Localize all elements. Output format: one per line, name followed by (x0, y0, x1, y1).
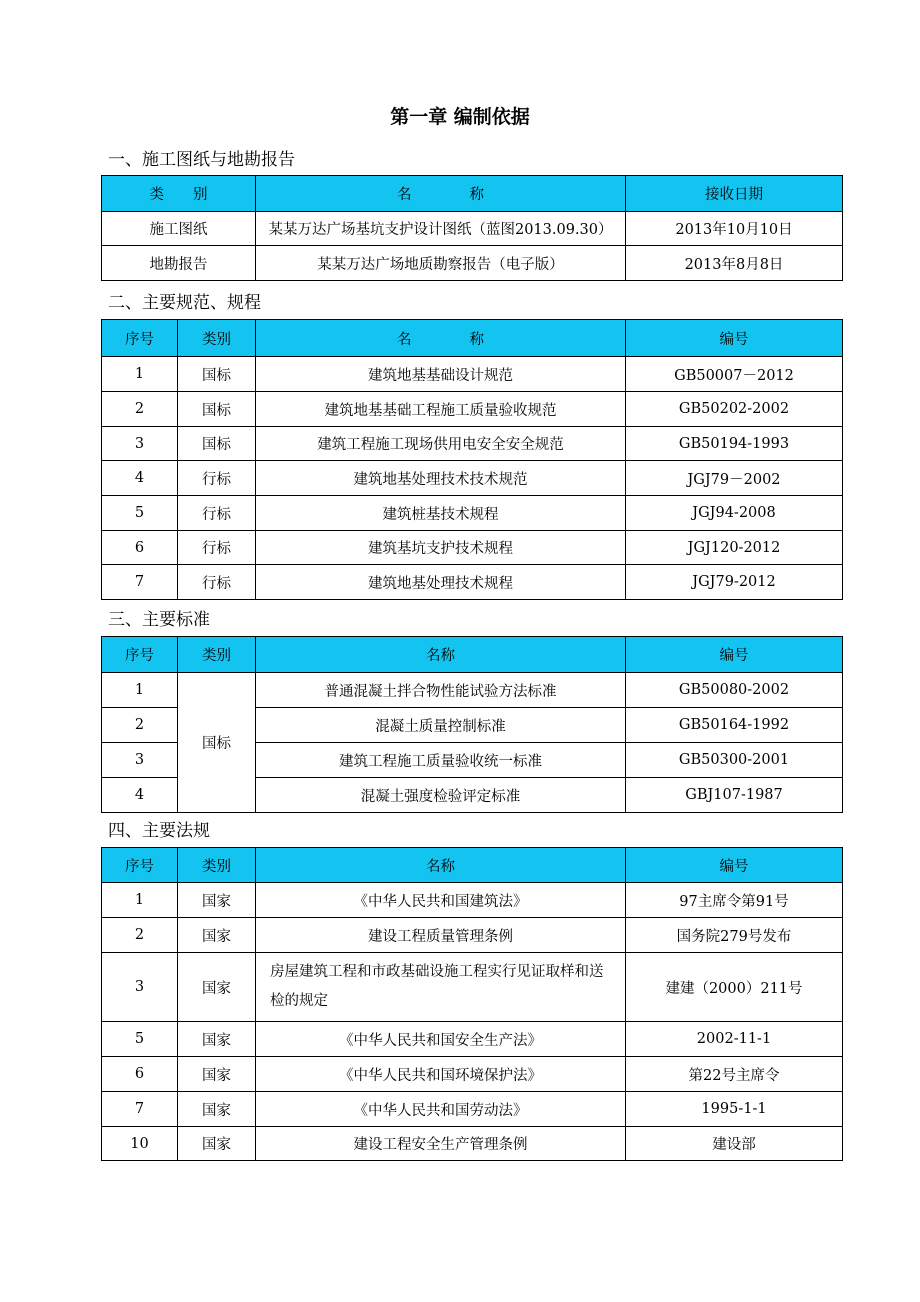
codes-table (101, 319, 843, 600)
table-cell: JGJ120-2012 (626, 531, 843, 565)
header-cell: 编号 (626, 848, 843, 883)
table-row (102, 883, 843, 918)
table-cell: 《中华人民共和国安全生产法》 (256, 1022, 626, 1057)
header-cell: 序号 (102, 848, 178, 883)
table-cell: 国家 (178, 953, 256, 1022)
table-header-row (102, 848, 843, 883)
table-cell: 国标 (178, 392, 256, 427)
table-row (102, 392, 843, 427)
table-cell: 1 (102, 673, 178, 708)
header-cell: 名 称 (256, 176, 626, 212)
table-cell: 第22号主席令 (626, 1057, 843, 1092)
section-heading-codes: 二、主要规范、规程 (108, 293, 261, 313)
header-cell: 序号 (102, 320, 178, 357)
table-row (102, 427, 843, 461)
table-cell: 2 (102, 392, 178, 427)
table-cell: GB50007－2012 (626, 357, 843, 392)
table-cell: 建筑桩基技术规程 (256, 496, 626, 531)
table-cell: 某某万达广场地质勘察报告（电子版） (256, 246, 626, 281)
table-cell: GB50202-2002 (626, 392, 843, 427)
table-cell: JGJ94-2008 (626, 496, 843, 531)
table-cell: JGJ79－2002 (626, 461, 843, 496)
table-cell: 7 (102, 1092, 178, 1127)
table-cell: 国家 (178, 918, 256, 953)
table-cell: 普通混凝土拌合物性能试验方法标准 (256, 673, 626, 708)
table-cell: 建筑地基基础工程施工质量验收规范 (256, 392, 626, 427)
table-cell: 地勘报告 (102, 246, 256, 281)
table-cell: 行标 (178, 496, 256, 531)
table-row (102, 246, 843, 281)
table-cell: 2 (102, 918, 178, 953)
table-cell: 4 (102, 778, 178, 813)
table-row (102, 496, 843, 531)
table-cell: 建设工程质量管理条例 (256, 918, 626, 953)
header-cell: 类 别 (102, 176, 256, 212)
section-heading-standards: 三、主要标准 (108, 610, 210, 630)
table-cell: 3 (102, 953, 178, 1022)
table-cell: 2013年8月8日 (626, 246, 843, 281)
table-cell: 3 (102, 427, 178, 461)
table-cell: 6 (102, 1057, 178, 1092)
table-cell: 1 (102, 883, 178, 918)
table-header-row (102, 176, 843, 212)
table-cell: 6 (102, 531, 178, 565)
table-cell: 《中华人民共和国建筑法》 (256, 883, 626, 918)
table-cell: 建筑基坑支护技术规程 (256, 531, 626, 565)
header-cell: 接收日期 (626, 176, 843, 212)
table-cell: 建设部 (626, 1127, 843, 1161)
table-cell: 国家 (178, 883, 256, 918)
drawings-table (101, 175, 843, 281)
table-cell: 国家 (178, 1127, 256, 1161)
table-cell: 建设工程安全生产管理条例 (256, 1127, 626, 1161)
table-cell: 国标 (178, 427, 256, 461)
table-cell: 混凝土强度检验评定标准 (256, 778, 626, 813)
table-cell: 国家 (178, 1057, 256, 1092)
table-cell: 房屋建筑工程和市政基础设施工程实行见证取样和送检的规定 (256, 953, 626, 1022)
table-cell: 建筑地基处理技术规程 (256, 565, 626, 600)
table-row (102, 1022, 843, 1057)
table-cell: GB50194-1993 (626, 427, 843, 461)
regulations-table (101, 847, 843, 1161)
table-row (102, 531, 843, 565)
table-cell: 行标 (178, 461, 256, 496)
table-row (102, 918, 843, 953)
table-cell: 7 (102, 565, 178, 600)
table-cell: GB50164-1992 (626, 708, 843, 743)
table-cell: 1995-1-1 (626, 1092, 843, 1127)
table-cell: 3 (102, 743, 178, 778)
section-heading-regulations: 四、主要法规 (108, 821, 210, 841)
table-cell: 建筑工程施工质量验收统一标准 (256, 743, 626, 778)
header-cell: 类别 (178, 320, 256, 357)
table-row (102, 461, 843, 496)
table-row (102, 357, 843, 392)
table-header-row (102, 320, 843, 357)
table-row (102, 1092, 843, 1127)
header-cell: 编号 (626, 320, 843, 357)
header-cell: 序号 (102, 637, 178, 673)
table-row (102, 673, 843, 708)
table-cell: 国家 (178, 1022, 256, 1057)
table-cell: 2002-11-1 (626, 1022, 843, 1057)
table-cell: 国务院279号发布 (626, 918, 843, 953)
header-cell: 名 称 (256, 320, 626, 357)
header-cell: 编号 (626, 637, 843, 673)
header-cell: 类别 (178, 637, 256, 673)
header-cell: 名称 (256, 848, 626, 883)
page-title: 第一章 编制依据 (390, 106, 530, 128)
table-row (102, 1057, 843, 1092)
header-cell: 名称 (256, 637, 626, 673)
table-cell: 某某万达广场基坑支护设计图纸（蓝图2013.09.30） (256, 212, 626, 246)
table-row (102, 565, 843, 600)
table-cell: 建筑地基基础设计规范 (256, 357, 626, 392)
table-cell: 2 (102, 708, 178, 743)
table-cell: 国标 (178, 357, 256, 392)
merged-category-cell: 国标 (178, 673, 256, 813)
standards-table (101, 636, 843, 813)
table-row (102, 212, 843, 246)
table-cell: 97主席令第91号 (626, 883, 843, 918)
table-cell: 行标 (178, 565, 256, 600)
table-cell: 建建（2000）211号 (626, 953, 843, 1022)
table-cell: 《中华人民共和国环境保护法》 (256, 1057, 626, 1092)
section-heading-drawings: 一、施工图纸与地勘报告 (108, 150, 295, 170)
table-cell: 混凝土质量控制标准 (256, 708, 626, 743)
table-cell: 10 (102, 1127, 178, 1161)
table-cell: 《中华人民共和国劳动法》 (256, 1092, 626, 1127)
table-cell: 建筑工程施工现场供用电安全安全规范 (256, 427, 626, 461)
table-cell: 5 (102, 1022, 178, 1057)
table-row (102, 1127, 843, 1161)
table-row (102, 953, 843, 1022)
table-cell: 施工图纸 (102, 212, 256, 246)
table-cell: GB50080-2002 (626, 673, 843, 708)
table-cell: 建筑地基处理技术技术规范 (256, 461, 626, 496)
table-cell: GBJ107-1987 (626, 778, 843, 813)
table-header-row (102, 637, 843, 673)
table-cell: 5 (102, 496, 178, 531)
table-cell: 行标 (178, 531, 256, 565)
table-cell: 2013年10月10日 (626, 212, 843, 246)
header-cell: 类别 (178, 848, 256, 883)
table-cell: GB50300-2001 (626, 743, 843, 778)
table-cell: 4 (102, 461, 178, 496)
table-cell: 国家 (178, 1092, 256, 1127)
table-cell: JGJ79-2012 (626, 565, 843, 600)
table-cell: 1 (102, 357, 178, 392)
